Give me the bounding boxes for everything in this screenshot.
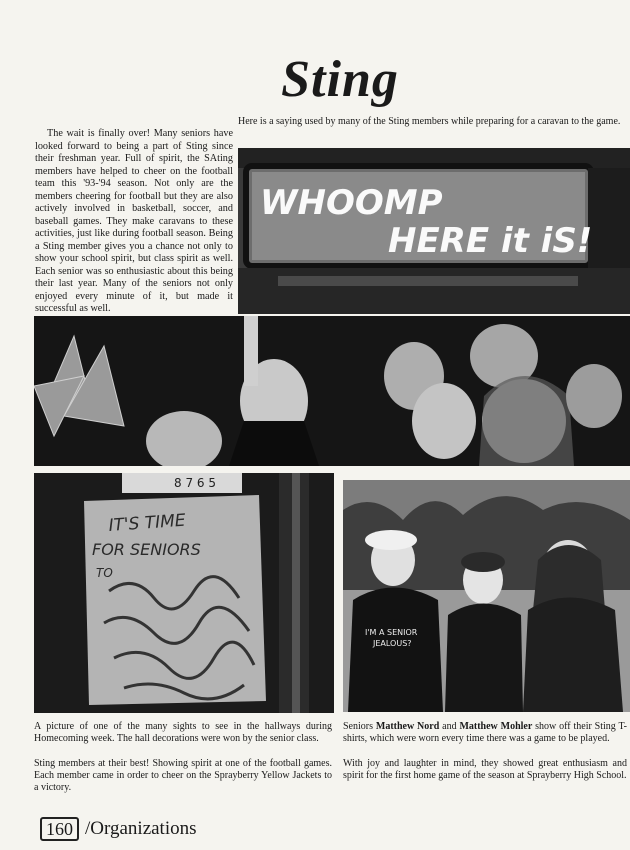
- sign-photo: [34, 473, 334, 713]
- trio-caption-suffix: show off their Sting T-shirts, which were worn every time there was a game to be played.: [343, 721, 627, 744]
- crowd-photo: [34, 316, 630, 466]
- trio-caption: [343, 721, 627, 745]
- page-number: 160: [40, 817, 79, 841]
- jeep-window-text-1: WHOOMP: [260, 183, 443, 223]
- shirt-text-1: I'M A SENIOR: [365, 628, 418, 637]
- sign-text-1: IT'S TIME: [107, 510, 187, 536]
- trio-caption-name2: Matthew Mohler: [459, 721, 533, 732]
- shirt-text-2: JEALOUS?: [373, 639, 412, 648]
- joy-caption: With joy and laughter in mind, they showed great enthusiasm and spirit for the first home game of the season at Sprayberry High School.: [343, 758, 627, 781]
- page-title: Sting: [281, 51, 399, 108]
- trio-caption-and: and: [439, 721, 460, 732]
- page-footer: [40, 816, 197, 842]
- intro-paragraph: The wait is finally over! Many seniors have looked forward to being a part of Sting since their freshman year. Full of spirit, the SAting members have helped to cheer on the football team this '93-'94 season. Not only are the members cheering for football but they are also actively involved in basketball, soccer, and baseball games. They make caravans to these activities, just like during football season. Being a Sting member gives you a chance not only to show your school spirit, but class spirit as well. Each senior was so enthusiastic about this being their last year. Many of the seniors not only enjoyed every minute of it, but made it successful as well.: [35, 128, 233, 314]
- sign-text-2: FOR SENIORS: [92, 540, 201, 559]
- sign-text-3: TO: [96, 566, 113, 580]
- trio-caption-prefix: Seniors: [343, 721, 376, 732]
- jeep-caption: Here is a saying used by many of the Sting members while preparing for a caravan to the game.: [238, 116, 621, 127]
- trio-caption-name1: Matthew Nord: [375, 721, 440, 732]
- spirit-caption: Sting members at their best! Showing spirit at one of the football games. Each member came in order to cheer on the Sprayberry Yellow Jackets to a victory.: [34, 758, 332, 793]
- jeep-window-text-2: HERE it iS!: [388, 221, 593, 261]
- jeep-photo: [238, 148, 630, 314]
- sign-caption: A picture of one of the many sights to see in the hallways during Homecoming week. The hall decorations were won by the senior class.: [34, 721, 332, 744]
- section-name: /Organizations: [85, 818, 197, 839]
- svg-text:8 7 6 5: 8 7 6 5: [174, 476, 216, 490]
- trio-photo: [343, 480, 630, 712]
